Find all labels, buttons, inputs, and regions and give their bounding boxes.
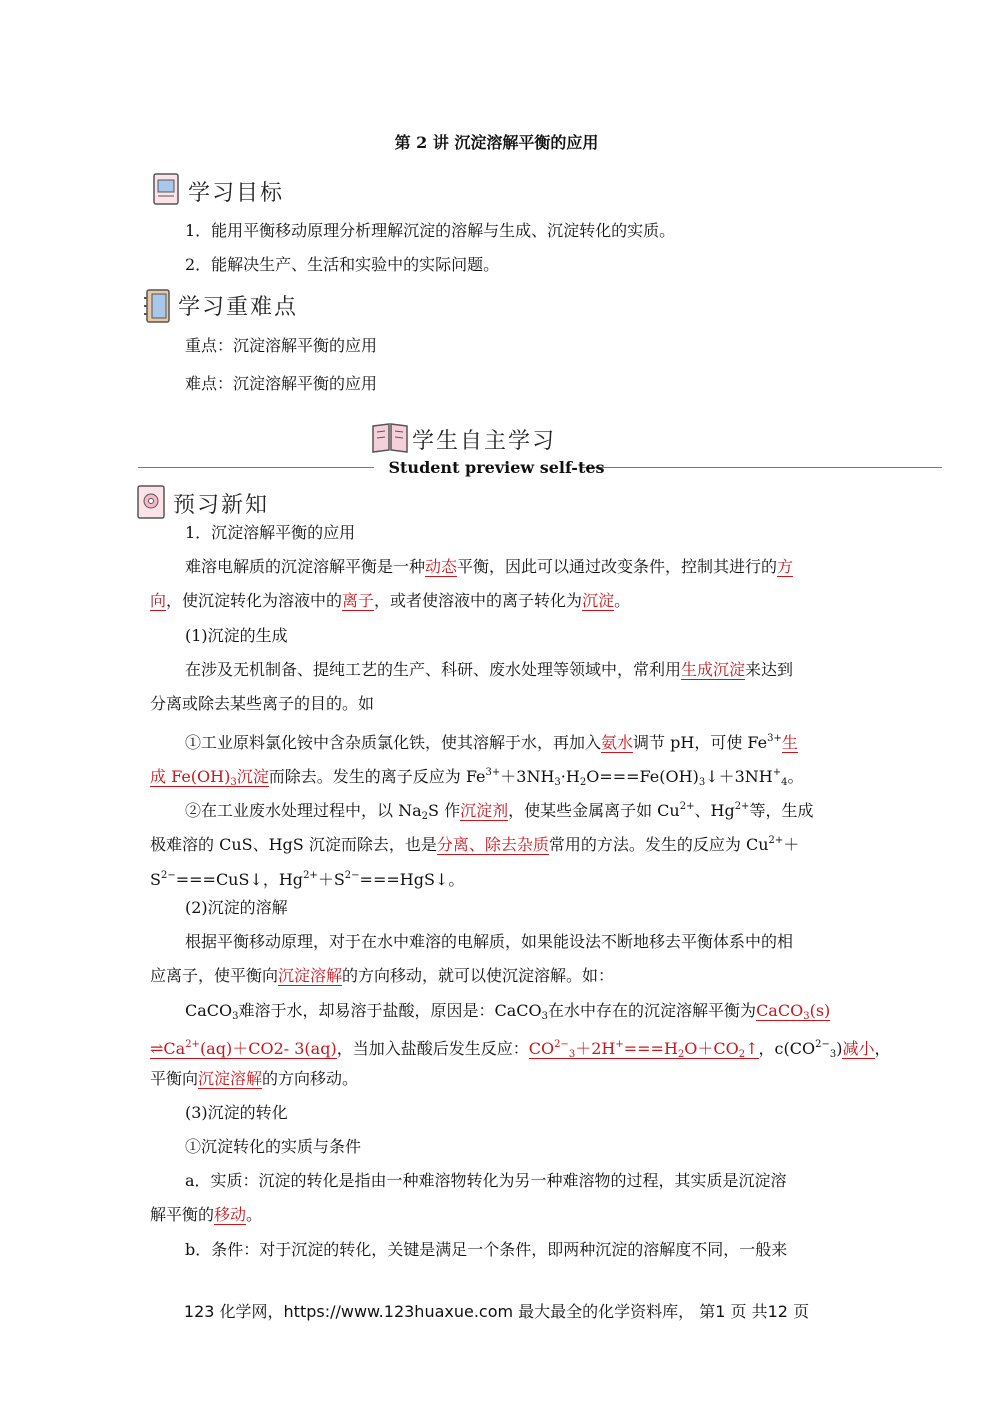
goal-item: 1．能用平衡移动原理分析理解沉淀的溶解与生成、沉淀转化的实质。 [185,221,676,240]
heading-5: ①沉淀转化的实质与条件 [185,1137,362,1156]
paragraph-line: 极难溶的 CuS、HgS 沉淀而除去，也是分离、除去杂质常用的方法。发生的反应为 $Cu^{2+}+$ [150,835,800,854]
section-key-difficult: 学习重难点 [178,295,299,320]
paragraph-line: $\rightleftharpoons Ca^{2+}(aq)+CO2-$ 3(aq)，当加入盐酸后发生反应：$CO^{2-}_3+2H^+===H_2O+CO_2↑$，$c(CO^{2-}_3)$减小， [150,1039,891,1060]
heading-1: 1．沉淀溶解平衡的应用 [185,523,356,542]
page-footer: 123 化学网，https://www.123huaxue.com 最大最全的化学资料库， 第1 页 共12 页 [183,1302,810,1321]
section-preview: 预习新知 [173,493,270,518]
section-self-study: 学生自主学习 [412,429,557,454]
answer-blank: 沉淀溶解 [278,966,343,985]
book-icon [152,172,182,206]
key-point: 重点：沉淀溶解平衡的应用 [185,336,378,355]
paragraph-line: a．实质：沉淀的转化是指由一种难溶物转化为另一种难溶物的过程，其实质是沉淀溶 [185,1171,787,1190]
answer-blank: CaCO$_3$(s) [756,1001,831,1022]
answer-blank: 分离、除去杂质 [436,835,549,854]
document-title: 第 2 讲 沉淀溶解平衡的应用 [394,133,599,152]
answer-blank: 移动 [214,1205,247,1224]
notebook-icon [144,288,174,324]
self-study-english: Student preview self-tes [388,458,605,477]
paragraph-line: 解平衡的移动。 [150,1205,263,1224]
paragraph-line: 分离或除去某些离子的目的。如 [150,694,375,713]
goal-item: 2．能解决生产、生活和实验中的实际问题。 [185,255,500,274]
answer-blank: 减小 [842,1039,875,1058]
answer-blank: 动态 [425,557,458,576]
answer-blank: 生 [781,733,798,752]
answer-blank: $\rightleftharpoons Ca^{2+}(aq)+CO2-$ 3(aq) [150,1039,337,1058]
answer-blank: 氨水 [601,733,634,752]
answer-blank: 方 [777,557,794,576]
paragraph-line: 难溶电解质的沉淀溶解平衡是一种动态平衡，因此可以通过改变条件，控制其进行的方 [185,557,794,576]
paragraph-line: CaCO$_3$难溶于水，却易溶于盐酸，原因是：CaCO$_3$在水中存在的沉淀溶解平衡为CaCO$_3$(s) [185,1001,831,1022]
answer-blank: 向 [150,591,167,610]
paragraph-line: ①工业原料氯化铵中含杂质氯化铁，使其溶解于水，再加入氨水调节 pH，可使 $Fe^{3+}$生 [185,733,798,752]
paragraph-line: 向，使沉淀转化为溶液中的离子，或者使溶液中的离子转化为沉淀。 [150,591,631,610]
open-book-icon [371,420,409,454]
paragraph-line: ②在工业废水处理过程中，以 $Na_2S$ 作沉淀剂，使某些金属离子如 $Cu^{2+}$、$Hg^{2+}$等，生成 [185,801,814,822]
paragraph-line: 平衡向沉淀溶解的方向移动。 [150,1069,359,1088]
section-learning-goals: 学习目标 [188,181,285,206]
answer-blank: 沉淀溶解 [198,1069,263,1088]
answer-blank: 离子 [342,591,375,610]
answer-blank: 沉淀 [582,591,615,610]
paragraph-line: 成 $Fe(OH)_3$沉淀而除去。发生的离子反应为 $Fe^{3+}+3NH_3\cdot H_2O===Fe(OH)_3↓+3NH^+_4$。 [150,767,804,788]
answer-blank: 成 $Fe(OH)_3$沉淀 [150,767,269,788]
heading-4: (3)沉淀的转化 [185,1103,288,1122]
answer-blank: $CO^{2-}_3+2H^+===H_2O+CO_2↑$ [528,1039,759,1060]
paragraph-line: b．条件：对于沉淀的转化，关键是满足一个条件，即两种沉淀的溶解度不同，一般来 [185,1240,788,1259]
paragraph-line: $S^{2-}===CuS↓$，$Hg^{2+}+S^{2-}===HgS↓$。 [150,870,465,889]
answer-blank: 生成沉淀 [681,660,746,679]
difficult-point: 难点：沉淀溶解平衡的应用 [185,374,378,393]
heading-3: (2)沉淀的溶解 [185,898,288,917]
answer-blank: 沉淀剂 [460,801,509,820]
heading-2: (1)沉淀的生成 [185,626,288,645]
paragraph-line: 根据平衡移动原理，对于在水中难溶的电解质，如果能设法不断地移去平衡体系中的相 [185,932,794,951]
paragraph-line: 在涉及无机制备、提纯工艺的生产、科研、废水处理等领域中，常利用生成沉淀来达到 [185,660,794,679]
flower-book-icon [136,484,166,520]
paragraph-line: 应离子，使平衡向沉淀溶解的方向移动，就可以使沉淀溶解。如： [150,966,615,985]
